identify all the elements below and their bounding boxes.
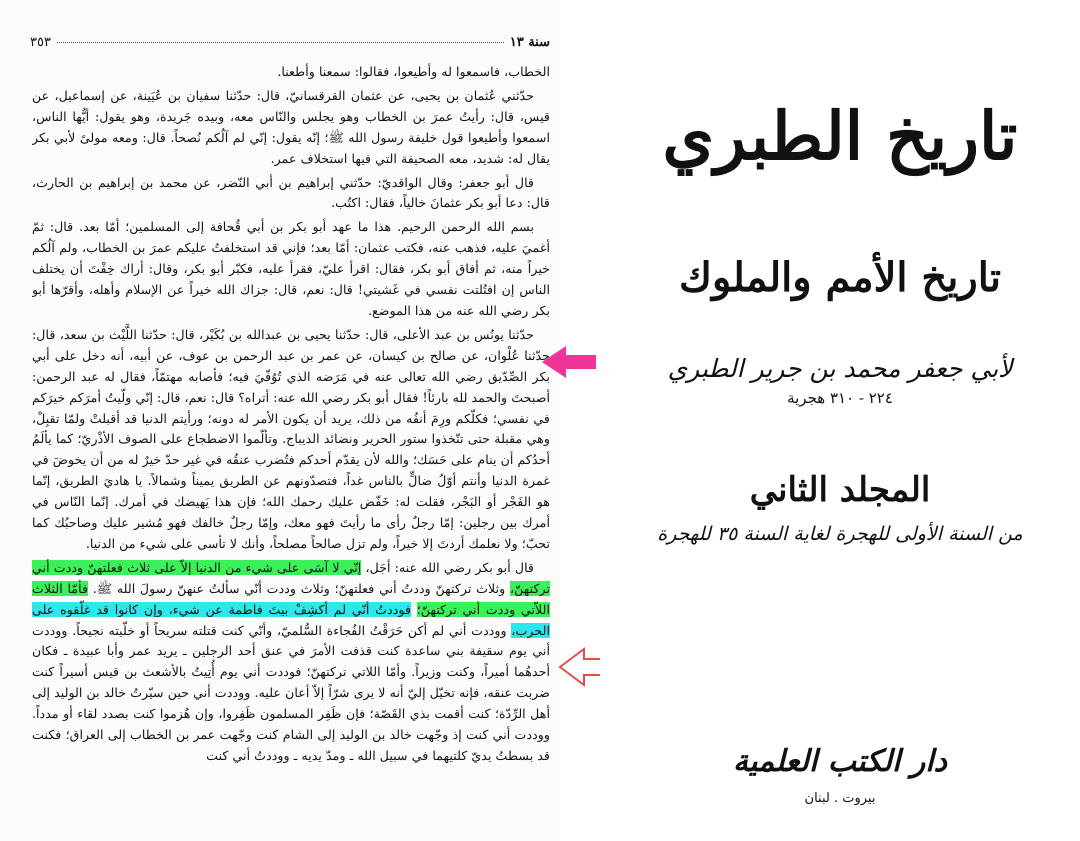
highlighted-text: إنّي لا آسَى على شيء من الدنيا إلاّ على ثلاث فعلتهنّ وددت أني تركتهنّ، [32,559,550,596]
publisher-place: بيروت . لبنان [804,791,876,806]
paragraph [32,86,550,170]
text-segment: بسم الله الرحمن الرحيم. هذا ما عهد أبو بكر بن أبي قُحافة إلى المسلمين؛ أمّا بعد. قال: ثمّ أغميَ عليه، فذهب عنه، فكتب عثمان: أمّا بعد؛ فإني قد استخلفتُ عليكم عمرَ بن الخطاب، ولم آلُكم خيراً منه، ثم أفاق أبو بكر، فقال: اقرأ عليّ، فقرأ عليه، فكبّر أبو بكر، وقال: أراك خِفْتَ أن يختلف الناس إن افتُلتت نفسي في غَشيتي! قال: نعم، قال: جزاك الله خيراً عن الإسلام وأهله، وأقرّها أبو بكر رضي الله عنه من هذا الموضع. [32,219,550,318]
text-segment: قال أبو جعفر: وقال الواقديّ: حدّثني إبراهيم بن أبي النّضر، عن محمد بن إبراهيم بن الحارث، قال: دعا أبو بكر عثمانَ خالياً، فقال: اكتُب. [32,174,550,211]
text-segment: حدّثنا يونُس بن عبد الأعلى، قال: حدّثنا يحيى بن عبدالله بن بُكَيْر، قال: حدّثنا اللَّيْث بن سعد، قال: حدّثنا عُلْوان، عن صالح بن كيسان، عن عمر بن عبد الرحمن بن عوف، عن أبيه، أنه دخل على أبي بكر الصِّدّيق رضي الله تعالى عنه في مَرَضه الذي تُوُفّيَ فيه؛ فأصابه مهتمّاً، فقال له عبد الرحمن: أصبحتَ والحمد لله بارئاً! فقال أبو بكر رضي الله عنه: أتراه؟ قال: نعم، قال: إنّي ولّيتُ أمرَكم خيرَكم في نفسي؛ فكلّكم ورِمَ أنفُه من ذلك، يريد أن يكون الأمر له دونه؛ ورأيتم الدنيا قد أقبلتْ ولمّا تقبِلْ، وهي مقبلة حتى تتّخذوا ستور الحرير ونضائد الديباج. وتألّموا الاضطجاع على الصوف الأذْريّ؛ كما يألَمُ أحدُكم أن ينام على حَسَك؛ والله لأن يقدّم أحدكم فتُضرب عنقُه في غير حدّ خيرٌ له من أن يخوضَ في غمرة الدنيا وأنتم أوّلُ ضالٍّ بالناس غداً، فتصدّونهم عن الطريق يميناً وشمالاً. يا هاديَ الطريق، إنّما هو الفَجْر أو البَجْر، فقلت له: خَفّض عليك رحمك الله؛ فإن هذا يَهيضك في أمرك. إنّما النّاس في أمرك بين رجلين: إمّا رجلٌ رأى ما رأيتَ فهو معك، وإمّا رجلٌ خالفك فهو مُشير عليك وصاحبُك كما تحبّ؛ ولا نعلمك أردتَ إلا خيراً، ولم تزل صالحاً مصلحاً، وأنك لا تأسى على شيء من الدنيا. [32,326,550,551]
cover-title: تاريخ الطبري [662,97,1018,175]
paragraph [32,217,550,322]
cover-author: لأبي جعفر محمد بن جرير الطبري [667,354,1013,383]
cover-range: من السنة الأولى للهجرة لغاية السنة ٣٥ للهجرة [657,523,1023,545]
text-segment: وثلاث تركتهنّ وددتُ أني فعلتهنّ؛ وثلاث وددت أنّي سألتُ عنهنّ رسولَ الله ﷺ. [88,580,510,596]
text-segment: قال أبو بكر رضي الله عنه: أجَل، [361,559,534,575]
body-text [32,62,550,832]
page-number: ٣٥٣ [30,34,51,50]
publisher-logo: دار الكتب العلمية [733,744,947,779]
title-page [600,0,1080,841]
paragraph [32,558,550,767]
pink-arrow-icon [542,344,598,380]
paragraph [32,325,550,555]
cover-dates: ٢٢٤ - ٣١٠ هجرية [787,389,893,407]
text-segment: الخطاب، فاسمعوا له وأطيعوا، فقالوا: سمعنا وأطعنا. [277,64,550,79]
highlighted-text: فوددتُ أنّي لم أكشِفْ بيتَ فاطمة عن شيء، وإن كانوا قد غلّقوه على الحرب، [32,601,550,638]
cover-subtitle: تاريخ الأمم والملوك [678,254,1002,301]
running-head-year: سنة ١٣ [509,34,550,50]
running-head [30,32,550,52]
running-head-leader [57,41,504,43]
cover-volume: المجلد الثاني [749,470,931,510]
text-segment [411,602,417,617]
highlighted-text: فأمّا الثلاث اللاّتي وددت أني تركتهنّ؛ [32,580,550,617]
text-segment: حدّثني عُثمان بن يحيى، عن عثمان القرقسانيّ، قال: حدّثنا سفيان بن عُيَينة، عن إسماعيل، عن قيس، قال: رأيتُ عمرَ بن الخطاب وهو يجلس والنّاس معه، وبيده جَريدة، وهو يقول: أيُّها الناس، اسمعوا وأطيعوا قول خليفة رسول الله ﷺ؛ إنّه يقول: إنّي لم آلُكم نُصحاً. قال: ومعه مولىً لأبي بكر يقال له: شديد، معه الصحيفة التي فيها استخلاف عمر. [32,87,550,166]
paragraph [32,62,550,83]
text-segment: ووددت أني لم أكن حَرَقْتُ الفُجاءة السُّلميّ، وأنّي كنت قتلته سريحاً أو خلّيته نجيحاً. ووددت أني يوم سقيفة بني ساعدة كنت قذفت الأمرَ في عنق أحد الرجلين ـ يريد عمر وأبا عبيدة ـ فكان أحدهُما أميراً، وكنت وزيراً. وأمّا اللاتي تركتهنّ؛ فوددت أني يوم أُتِيتُ بالأشعث بن قيس أسيراً كنت ضربت عنقه، فإنه تخيّل إليّ أنه لا يرى شرّاً إلاّ أعان عليه. ووددت أني حين سيّرتُ خالد بن الوليد إلى أهل الرِّدّة؛ كنت أقمت بذي القَصّة؛ فإن ظَفِر المسلمون ظَفِروا، وإن هُزموا كنت بصدد لقاء أو مدداً. ووددت أني كنت إذ وجّهت خالد بن الوليد إلى الشام كنت وجّهت عمر بن الخطاب إلى العراق؛ فكنت قد بسطتُ يديّ كلتيهما في سبيل الله ـ ومدّ يديه ـ ووددتُ أني كنت [32,622,550,763]
paragraph [32,173,550,215]
